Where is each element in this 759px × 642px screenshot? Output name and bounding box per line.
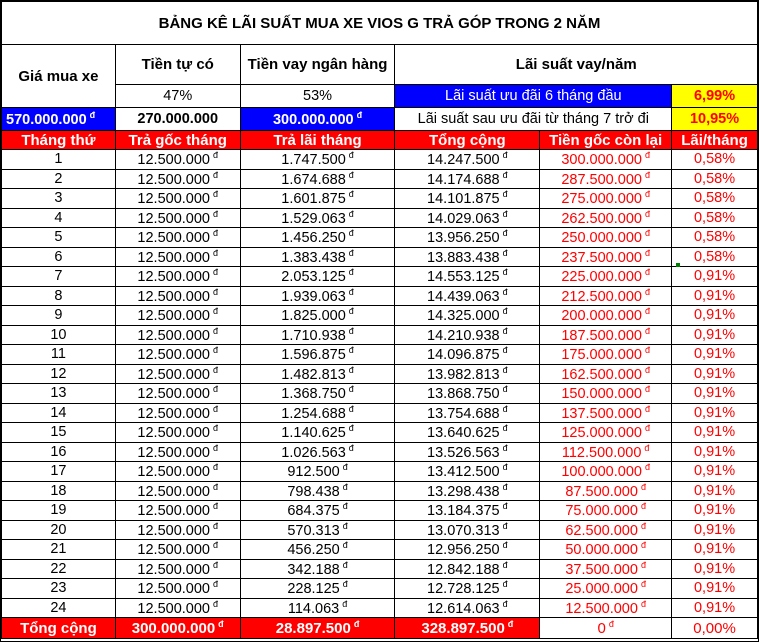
- table-row: [2, 364, 758, 384]
- col-header-lai-thang: Lãi/tháng: [672, 131, 758, 150]
- cell-goc-con-lai: 75.000.000 $^đ$: [540, 501, 672, 521]
- cell-lai-thang: 0,91%: [672, 540, 758, 560]
- total-tra-lai: 28.897.500 $^đ$: [240, 618, 395, 639]
- cell-tong-cong: 13.184.375 $^đ$: [395, 501, 540, 521]
- cell-thang: 12: [2, 364, 116, 384]
- cell-goc-con-lai: 225.000.000 $^đ$: [540, 267, 672, 287]
- cell-tong-cong: 13.526.563 $^đ$: [395, 442, 540, 462]
- table-row: [2, 481, 758, 501]
- tien-tu-co-value: 270.000.000: [115, 108, 240, 131]
- cell-tra-goc: 12.500.000 $^đ$: [115, 384, 240, 404]
- cell-goc-con-lai: 100.000.000 $^đ$: [540, 462, 672, 482]
- cell-goc-con-lai: 25.000.000 $^đ$: [540, 579, 672, 599]
- cell-tra-lai: 1.939.063 $^đ$: [240, 286, 395, 306]
- cell-tra-goc: 12.500.000 $^đ$: [115, 325, 240, 345]
- cell-tra-goc: 12.500.000 $^đ$: [115, 189, 240, 209]
- table-row: [2, 579, 758, 599]
- cell-tra-lai: 456.250 $^đ$: [240, 540, 395, 560]
- cell-tong-cong: 13.298.438 $^đ$: [395, 481, 540, 501]
- cell-thang: 8: [2, 286, 116, 306]
- cell-thang: 24: [2, 598, 116, 618]
- cell-tong-cong: 12.956.250 $^đ$: [395, 540, 540, 560]
- cell-tra-lai: 1.596.875 $^đ$: [240, 345, 395, 365]
- cell-thang: 3: [2, 189, 116, 209]
- cell-tra-lai: 1.368.750 $^đ$: [240, 384, 395, 404]
- table-row: [2, 462, 758, 482]
- cell-goc-con-lai: 212.500.000 $^đ$: [540, 286, 672, 306]
- cell-goc-con-lai: 50.000.000 $^đ$: [540, 540, 672, 560]
- cell-thang: 11: [2, 345, 116, 365]
- cell-thang: 19: [2, 501, 116, 521]
- cell-tra-goc: 12.500.000 $^đ$: [115, 286, 240, 306]
- cell-thang: 21: [2, 540, 116, 560]
- cell-lai-thang: 0,58%: [672, 150, 758, 170]
- header-tien-vay: Tiền vay ngân hàng: [240, 45, 395, 85]
- cell-tra-lai: 1.710.938 $^đ$: [240, 325, 395, 345]
- cell-tra-lai: 1.601.875 $^đ$: [240, 189, 395, 209]
- cell-tra-lai: 1.825.000 $^đ$: [240, 306, 395, 326]
- cell-lai-thang: 0,91%: [672, 442, 758, 462]
- cell-thang: 5: [2, 228, 116, 248]
- col-header-tra-goc: Trả gốc tháng: [115, 131, 240, 150]
- table-row: [2, 501, 758, 521]
- cell-tra-lai: 342.188 $^đ$: [240, 559, 395, 579]
- cell-lai-thang: 0,91%: [672, 598, 758, 618]
- total-tong-cong: 328.897.500 $^đ$: [395, 618, 540, 639]
- col-header-thang: Tháng thứ: [2, 131, 116, 150]
- cell-goc-con-lai: 300.000.000 $^đ$: [540, 150, 672, 170]
- cell-lai-thang: 0,91%: [672, 501, 758, 521]
- table-title: BẢNG KÊ LÃI SUẤT MUA XE VIOS G TRẢ GÓP TRONG 2 NĂM: [2, 2, 758, 45]
- cell-goc-con-lai: 162.500.000 $^đ$: [540, 364, 672, 384]
- cell-goc-con-lai: 237.500.000 $^đ$: [540, 247, 672, 267]
- cell-tong-cong: 13.754.688 $^đ$: [395, 403, 540, 423]
- cell-tra-lai: 1.254.688 $^đ$: [240, 403, 395, 423]
- table-row: [2, 228, 758, 248]
- cell-tra-lai: 684.375 $^đ$: [240, 501, 395, 521]
- cell-tra-lai: 1.529.063 $^đ$: [240, 208, 395, 228]
- cell-lai-thang: 0,91%: [672, 306, 758, 326]
- table-row: [2, 520, 758, 540]
- cell-tong-cong: 13.982.813 $^đ$: [395, 364, 540, 384]
- cell-lai-thang: 0,91%: [672, 579, 758, 599]
- rate2-value: 10,95%: [672, 108, 758, 131]
- cell-goc-con-lai: 12.500.000 $^đ$: [540, 598, 672, 618]
- tien-tu-co-percent: 47%: [115, 85, 240, 108]
- cell-tra-lai: 912.500 $^đ$: [240, 462, 395, 482]
- cell-tra-goc: 12.500.000 $^đ$: [115, 559, 240, 579]
- cell-tong-cong: 13.070.313 $^đ$: [395, 520, 540, 540]
- cell-tra-goc: 12.500.000 $^đ$: [115, 150, 240, 170]
- cell-tong-cong: 14.325.000 $^đ$: [395, 306, 540, 326]
- cell-lai-thang: 0,91%: [672, 462, 758, 482]
- cell-thang: 14: [2, 403, 116, 423]
- cell-lai-thang: 0,91%: [672, 384, 758, 404]
- table-row: [2, 247, 758, 267]
- cell-lai-thang: 0,91%: [672, 364, 758, 384]
- cell-tong-cong: 12.614.063 $^đ$: [395, 598, 540, 618]
- total-lai-thang: 0,00%: [672, 618, 758, 639]
- cell-lai-thang: 0,91%: [672, 403, 758, 423]
- cell-tong-cong: 14.247.500 $^đ$: [395, 150, 540, 170]
- cell-lai-thang: 0,58%: [672, 228, 758, 248]
- cell-tra-goc: 12.500.000 $^đ$: [115, 345, 240, 365]
- cell-thang: 17: [2, 462, 116, 482]
- cell-tra-lai: 1.674.688 $^đ$: [240, 169, 395, 189]
- cell-tra-goc: 12.500.000 $^đ$: [115, 442, 240, 462]
- cell-tong-cong: 13.956.250 $^đ$: [395, 228, 540, 248]
- cell-tra-goc: 12.500.000 $^đ$: [115, 306, 240, 326]
- cell-goc-con-lai: 187.500.000 $^đ$: [540, 325, 672, 345]
- cell-tong-cong: 14.174.688 $^đ$: [395, 169, 540, 189]
- cell-thang: 2: [2, 169, 116, 189]
- cell-thang: 16: [2, 442, 116, 462]
- tien-vay-percent: 53%: [240, 85, 395, 108]
- cell-tra-goc: 12.500.000 $^đ$: [115, 228, 240, 248]
- table-row: [2, 150, 758, 170]
- table-row: [2, 559, 758, 579]
- cell-tra-lai: 1.456.250 $^đ$: [240, 228, 395, 248]
- cell-tra-lai: 114.063 $^đ$: [240, 598, 395, 618]
- cell-tong-cong: 14.096.875 $^đ$: [395, 345, 540, 365]
- cell-goc-con-lai: 37.500.000 $^đ$: [540, 559, 672, 579]
- cell-lai-thang: 0,58%: [672, 247, 758, 267]
- cell-lai-thang: 0,91%: [672, 286, 758, 306]
- cell-tong-cong: 12.842.188 $^đ$: [395, 559, 540, 579]
- table-row: [2, 598, 758, 618]
- cell-lai-thang: 0,91%: [672, 345, 758, 365]
- total-label: Tổng cộng: [2, 618, 116, 639]
- cell-tra-goc: 12.500.000 $^đ$: [115, 598, 240, 618]
- cell-thang: 23: [2, 579, 116, 599]
- cell-thang: 9: [2, 306, 116, 326]
- cell-lai-thang: 0,58%: [672, 189, 758, 209]
- loan-table: [1, 1, 758, 639]
- cell-tra-goc: 12.500.000 $^đ$: [115, 169, 240, 189]
- cell-goc-con-lai: 137.500.000 $^đ$: [540, 403, 672, 423]
- cell-tra-goc: 12.500.000 $^đ$: [115, 501, 240, 521]
- rate1-label: Lãi suất ưu đãi 6 tháng đầu: [395, 85, 672, 108]
- col-header-goc-con-lai: Tiền gốc còn lại: [540, 131, 672, 150]
- cell-thang: 13: [2, 384, 116, 404]
- table-row: [2, 306, 758, 326]
- cell-tong-cong: 14.101.875 $^đ$: [395, 189, 540, 209]
- cell-tra-goc: 12.500.000 $^đ$: [115, 423, 240, 443]
- cell-thang: 15: [2, 423, 116, 443]
- cell-lai-thang: 0,91%: [672, 325, 758, 345]
- table-row: [2, 384, 758, 404]
- table-row: [2, 208, 758, 228]
- cell-tra-goc: 12.500.000 $^đ$: [115, 403, 240, 423]
- cell-thang: 6: [2, 247, 116, 267]
- cell-tra-goc: 12.500.000 $^đ$: [115, 267, 240, 287]
- total-tra-goc: 300.000.000 $^đ$: [115, 618, 240, 639]
- cell-goc-con-lai: 287.500.000 $^đ$: [540, 169, 672, 189]
- header-tien-tu-co: Tiền tự có: [115, 45, 240, 85]
- table-row: [2, 267, 758, 287]
- cell-tra-goc: 12.500.000 $^đ$: [115, 462, 240, 482]
- cell-goc-con-lai: 250.000.000 $^đ$: [540, 228, 672, 248]
- cell-tra-lai: 798.438 $^đ$: [240, 481, 395, 501]
- total-goc-con-lai: 0 $^đ$: [540, 618, 672, 639]
- cell-lai-thang: 0,91%: [672, 481, 758, 501]
- cell-goc-con-lai: 125.000.000 $^đ$: [540, 423, 672, 443]
- table-row: [2, 189, 758, 209]
- cell-lai-thang: 0,91%: [672, 423, 758, 443]
- cell-goc-con-lai: 112.500.000 $^đ$: [540, 442, 672, 462]
- table-row: [2, 442, 758, 462]
- cell-goc-con-lai: 262.500.000 $^đ$: [540, 208, 672, 228]
- col-header-tra-lai: Trả lãi tháng: [240, 131, 395, 150]
- cell-thang: 4: [2, 208, 116, 228]
- cell-tra-goc: 12.500.000 $^đ$: [115, 540, 240, 560]
- cell-tra-lai: 1.383.438 $^đ$: [240, 247, 395, 267]
- cell-thang: 1: [2, 150, 116, 170]
- table-row: [2, 403, 758, 423]
- table-row: [2, 325, 758, 345]
- cell-tong-cong: 14.029.063 $^đ$: [395, 208, 540, 228]
- cell-goc-con-lai: 275.000.000 $^đ$: [540, 189, 672, 209]
- table-row: [2, 540, 758, 560]
- cell-tong-cong: 14.210.938 $^đ$: [395, 325, 540, 345]
- cell-tra-goc: 12.500.000 $^đ$: [115, 208, 240, 228]
- cell-tra-lai: 228.125 $^đ$: [240, 579, 395, 599]
- cell-tra-goc: 12.500.000 $^đ$: [115, 579, 240, 599]
- cell-thang: 7: [2, 267, 116, 287]
- cell-tong-cong: 13.868.750 $^đ$: [395, 384, 540, 404]
- cell-tong-cong: 14.553.125 $^đ$: [395, 267, 540, 287]
- cell-tong-cong: 13.640.625 $^đ$: [395, 423, 540, 443]
- cell-tra-lai: 1.140.625 $^đ$: [240, 423, 395, 443]
- header-lai-suat-vay: Lãi suất vay/năm: [395, 45, 758, 85]
- rate1-value: 6,99%: [672, 85, 758, 108]
- cell-lai-thang: 0,58%: [672, 169, 758, 189]
- cell-lai-thang: 0,91%: [672, 520, 758, 540]
- cell-tra-goc: 12.500.000 $^đ$: [115, 247, 240, 267]
- cell-tra-goc: 12.500.000 $^đ$: [115, 364, 240, 384]
- header-gia-mua-xe: Giá mua xe: [2, 45, 116, 108]
- cell-goc-con-lai: 200.000.000 $^đ$: [540, 306, 672, 326]
- gia-mua-xe-value: 570.000.000 $^đ$: [2, 108, 116, 131]
- cell-goc-con-lai: 175.000.000 $^đ$: [540, 345, 672, 365]
- rate2-label: Lãi suất sau ưu đãi từ tháng 7 trở đi: [395, 108, 672, 131]
- cell-error-marker: [676, 263, 680, 267]
- cell-goc-con-lai: 87.500.000 $^đ$: [540, 481, 672, 501]
- cell-lai-thang: 0,91%: [672, 267, 758, 287]
- cell-tra-lai: 570.313 $^đ$: [240, 520, 395, 540]
- cell-tra-lai: 2.053.125 $^đ$: [240, 267, 395, 287]
- cell-tra-lai: 1.747.500 $^đ$: [240, 150, 395, 170]
- table-row: [2, 345, 758, 365]
- cell-goc-con-lai: 62.500.000 $^đ$: [540, 520, 672, 540]
- cell-lai-thang: 0,91%: [672, 559, 758, 579]
- cell-tong-cong: 12.728.125 $^đ$: [395, 579, 540, 599]
- cell-tra-goc: 12.500.000 $^đ$: [115, 481, 240, 501]
- table-row: [2, 423, 758, 443]
- cell-goc-con-lai: 150.000.000 $^đ$: [540, 384, 672, 404]
- cell-tong-cong: 13.412.500 $^đ$: [395, 462, 540, 482]
- cell-thang: 10: [2, 325, 116, 345]
- cell-lai-thang: 0,58%: [672, 208, 758, 228]
- cell-tra-lai: 1.482.813 $^đ$: [240, 364, 395, 384]
- cell-tra-goc: 12.500.000 $^đ$: [115, 520, 240, 540]
- cell-thang: 22: [2, 559, 116, 579]
- table-row: [2, 286, 758, 306]
- tien-vay-value: 300.000.000 $^đ$: [240, 108, 395, 131]
- cell-tong-cong: 14.439.063 $^đ$: [395, 286, 540, 306]
- table-row: [2, 169, 758, 189]
- cell-tra-lai: 1.026.563 $^đ$: [240, 442, 395, 462]
- cell-tong-cong: 13.883.438 $^đ$: [395, 247, 540, 267]
- cell-thang: 18: [2, 481, 116, 501]
- col-header-tong-cong: Tổng cộng: [395, 131, 540, 150]
- cell-thang: 20: [2, 520, 116, 540]
